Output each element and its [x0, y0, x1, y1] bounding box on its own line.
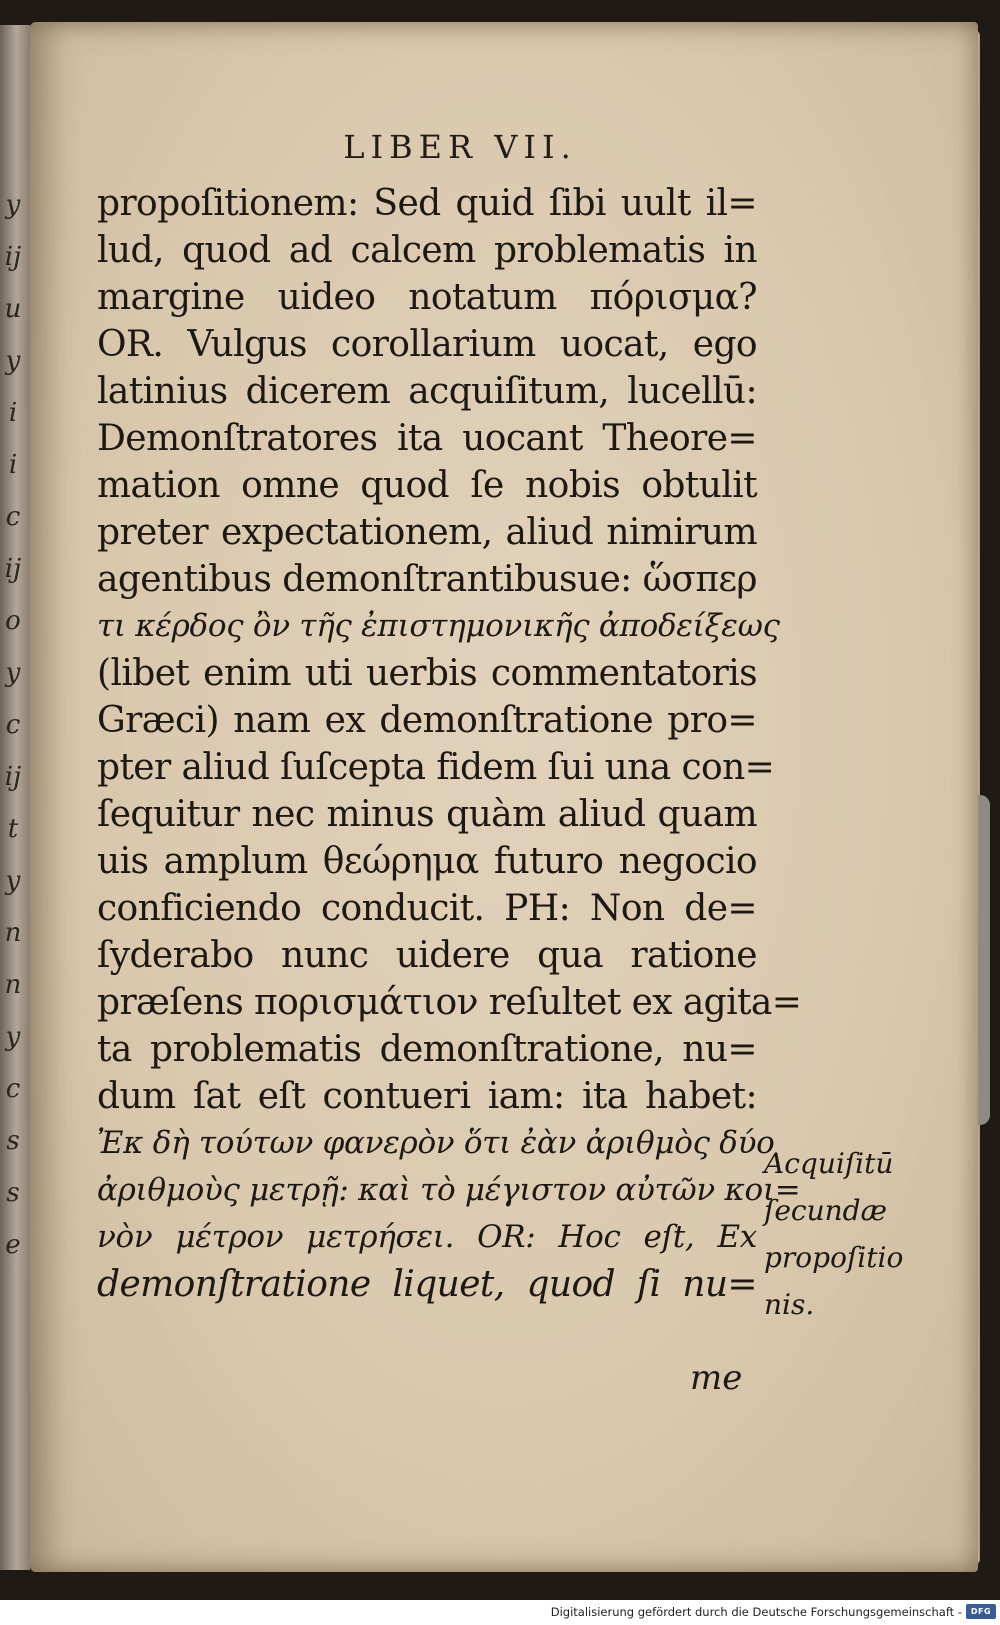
- greek-line: τι κέρδος ὂν τῆς ἐπιστημονικῆς ἀποδείξεως: [97, 608, 780, 644]
- text-line: pter aliud ſuſcepta fidem ſui una con=: [97, 747, 775, 788]
- text-line: conficiendo conducit. PH: Non de=: [97, 888, 757, 929]
- dfg-logo: DFG: [966, 1604, 996, 1619]
- italic-line: demonſtratione liquet, quod ſi nu=: [97, 1264, 757, 1305]
- text-line: lud, quod ad calcem problematis in: [97, 230, 757, 271]
- facing-page-char: c: [5, 502, 21, 532]
- text-line: OR. Vulgus corollarium uocat, ego: [97, 324, 757, 365]
- footer-credit: Digitalisierung gefördert durch die Deutsche Forschungsgemeinschaft -: [550, 1605, 962, 1619]
- facing-page-char: i: [8, 398, 18, 428]
- facing-page-char: c: [5, 710, 21, 740]
- facing-page-char: ij: [4, 242, 22, 272]
- text-line: latinius dicerem acquiſitum, lucellū:: [97, 371, 757, 412]
- footer-bar: [0, 1600, 1000, 1625]
- greek-line: ἀριθμοὺς μετρῇ: καὶ τὸ μέγιστον αὐτῶν κοι=: [97, 1172, 801, 1208]
- catchword: me: [690, 1358, 743, 1398]
- text-line: agentibus demonſtrantibusue: ὥσπερ: [97, 559, 757, 600]
- greek-line: Ἐκ δὴ τούτων φανερὸν ὅτι ἐὰν ἀριθμὸς δύο: [97, 1125, 775, 1161]
- main-text-block: [97, 180, 802, 1308]
- margin-note-line: nis.: [764, 1288, 815, 1321]
- running-head: LIBER VII.: [343, 128, 577, 166]
- text-line: (libet enim uti uerbis commentatoris: [97, 653, 757, 694]
- facing-page-char: s: [6, 1178, 20, 1208]
- facing-page-char: y: [5, 658, 21, 688]
- facing-page-char: e: [5, 1230, 21, 1260]
- facing-page-char: s: [6, 1126, 20, 1156]
- facing-page-char: u: [4, 294, 22, 324]
- text-line: preter expectationem, aliud nimirum: [97, 512, 757, 553]
- text-line: ſequitur nec minus quàm aliud quam: [97, 794, 757, 835]
- facing-page-char: ij: [4, 762, 22, 792]
- facing-page-char: y: [5, 190, 21, 220]
- facing-page-char: ij: [4, 554, 22, 584]
- facing-page-char: t: [7, 814, 19, 844]
- text-line: margine uideo notatum πόρισμα?: [97, 277, 757, 318]
- facing-page-char: n: [4, 970, 22, 1000]
- margin-note-line: Acquiſitū: [764, 1147, 894, 1180]
- text-line: dum ſat eſt contueri iam: ita habet:: [97, 1076, 757, 1117]
- text-line: mation omne quod ſe nobis obtulit: [97, 465, 757, 506]
- text-line: Græci) nam ex demonſtratione pro=: [97, 700, 757, 741]
- facing-page-char: i: [8, 450, 18, 480]
- text-line: propoſitionem: Sed quid ſibi uult il=: [97, 183, 757, 224]
- greek-line: νὸν μέτρον μετρήσει. OR: Hoc eſt, Ex: [97, 1219, 757, 1255]
- facing-page-char: y: [5, 866, 21, 896]
- facing-page-char: n: [4, 918, 22, 948]
- margin-note-line: propoſitio: [764, 1241, 904, 1274]
- text-line: ſyderabo nunc uidere qua ratione: [97, 935, 757, 976]
- text-line: præſens πορισμάτιον reſultet ex agita=: [97, 982, 802, 1023]
- facing-page-margin-text: [0, 190, 26, 1260]
- facing-page-char: y: [5, 1022, 21, 1052]
- facing-page-char: y: [5, 346, 21, 376]
- text-line: ta problematis demonſtratione, nu=: [97, 1029, 757, 1070]
- margin-note-line: ſecundæ: [764, 1194, 887, 1227]
- text-line: Demonſtratores ita uocant Theore=: [97, 418, 757, 459]
- facing-page-char: o: [5, 606, 21, 636]
- facing-page-char: c: [5, 1074, 21, 1104]
- text-line: uis amplum θεώρημα futuro negocio: [97, 841, 757, 882]
- margin-note: [764, 1140, 914, 1328]
